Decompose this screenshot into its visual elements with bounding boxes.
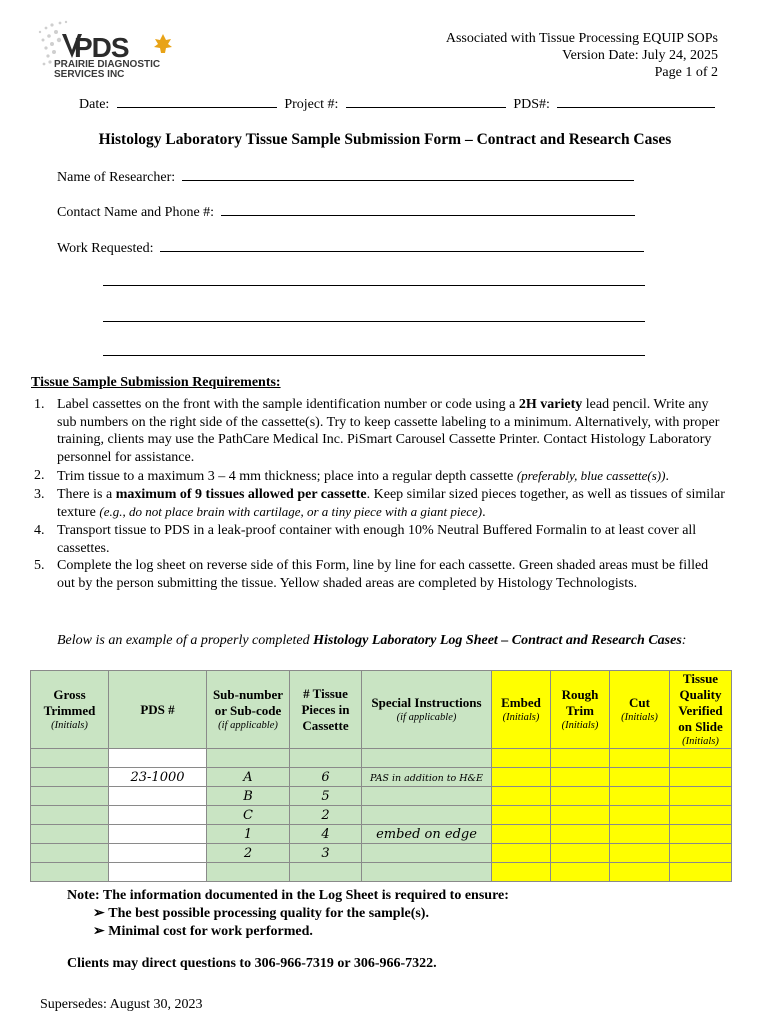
table-cell[interactable]: [492, 863, 551, 882]
contact-row: [57, 201, 635, 221]
item-bold: 2H variety: [518, 397, 583, 412]
table-row: [31, 768, 732, 787]
list-item: [34, 557, 727, 592]
table-cell[interactable]: [551, 844, 610, 863]
table-cell[interactable]: [551, 787, 610, 806]
item-number: 2.: [34, 467, 45, 483]
table-cell[interactable]: [610, 825, 670, 844]
bullet-text: Minimal cost for work performed.: [108, 924, 313, 939]
table-cell[interactable]: [31, 863, 109, 882]
cell-value: PAS in addition to H&E: [370, 773, 483, 784]
logo-line1: PRAIRIE DIAGNOSTIC: [54, 59, 161, 70]
header-main: PDS #: [140, 701, 175, 717]
work-line-2[interactable]: [103, 285, 645, 286]
item-text: lead pencil. Write any sub numbers on the right side of the cassette(s). Try to keep cassette labeling to a minimum. Alternatively, with proper training, clients may use the PathCare Medical Inc. PiSmart Carousel Cassette Printer. Contact Histology Laboratory personnel for assistance.: [57, 397, 720, 466]
table-cell[interactable]: [551, 749, 610, 768]
list-item: [34, 467, 727, 486]
header-rough-trim: [551, 671, 610, 749]
table-cell[interactable]: [492, 806, 551, 825]
table-cell[interactable]: [109, 806, 207, 825]
header-main: Tissue Quality Verified on Slide: [678, 671, 723, 734]
form-title: Histology Laboratory Tissue Sample Submission Form – Contract and Research Cases: [98, 131, 672, 148]
cell-value: C: [243, 808, 253, 823]
page-number: Page 1 of 2: [654, 65, 718, 80]
item-text: Label cassettes on the front with the sample identification number or code using a: [57, 397, 519, 412]
table-cell[interactable]: [207, 749, 290, 768]
table-row: [31, 806, 732, 825]
work-line-4[interactable]: [103, 355, 645, 356]
pds-label: PDS#:: [513, 97, 550, 112]
table-row: [31, 825, 732, 844]
date-label: Date:: [79, 97, 110, 112]
item-text: . Keep similar sized pieces together, as well as tissues of similar texture: [57, 486, 725, 521]
table-cell[interactable]: [551, 806, 610, 825]
header-sub: (Initials): [561, 720, 599, 731]
header-sub: (Initials): [621, 712, 658, 723]
table-cell[interactable]: [290, 863, 362, 882]
table-cell[interactable]: [492, 844, 551, 863]
logo-text: PDS: [74, 32, 129, 63]
header-embed: [492, 671, 551, 749]
table-cell[interactable]: [290, 768, 362, 787]
researcher-row: [57, 166, 634, 186]
header-subnumber: [207, 671, 290, 749]
table-cell[interactable]: [610, 768, 670, 787]
table-cell[interactable]: [670, 844, 732, 863]
researcher-label: Name of Researcher:: [57, 170, 176, 185]
item-number: 5.: [34, 558, 45, 574]
bullet-text: The best possible processing quality for the sample(s).: [108, 906, 429, 921]
table-cell[interactable]: [610, 749, 670, 768]
header-pds: [109, 671, 207, 749]
header-quality: [670, 671, 732, 749]
table-cell[interactable]: [109, 844, 207, 863]
item-italic: (e.g., do not place brain with cartilage, or a tiny piece with a giant piece): [99, 504, 483, 520]
date-field[interactable]: [117, 93, 277, 108]
document-header: [446, 30, 718, 81]
table-cell[interactable]: [290, 787, 362, 806]
requirements-list: [34, 396, 727, 593]
item-text: Transport tissue to PDS in a leak-proof container with enough 10% Neutral Buffered Formalin to at least cover all cassettes.: [57, 522, 697, 556]
header-sub: (if applicable): [218, 720, 278, 731]
table-cell[interactable]: [670, 825, 732, 844]
table-header-row: [31, 671, 732, 749]
table-cell[interactable]: [290, 844, 362, 863]
table-cell[interactable]: [207, 787, 290, 806]
header-sub: (Initials): [682, 736, 719, 747]
table-row: [31, 749, 732, 768]
table-cell[interactable]: [670, 787, 732, 806]
list-item: [34, 522, 727, 557]
work-row: [57, 237, 644, 257]
contact-field[interactable]: [221, 201, 635, 216]
researcher-field[interactable]: [182, 166, 634, 181]
cell-value: embed on edge: [376, 827, 477, 842]
item-text: There is a: [57, 486, 116, 502]
arrow-icon: ➢: [93, 906, 105, 921]
item-text: Complete the log sheet on reverse side of this Form, line by line for each cassette. Green shaded areas must be filled out by the person submitting the tissue. Yellow shaded areas are completed by Histology Technologists.: [57, 558, 709, 592]
item-number: 1.: [34, 397, 45, 412]
table-cell[interactable]: [670, 806, 732, 825]
table-cell[interactable]: [362, 844, 492, 863]
pds-field[interactable]: [557, 93, 715, 108]
table-cell[interactable]: [31, 844, 109, 863]
cell-value: 23-1000: [130, 770, 185, 785]
requirements-heading: Tissue Sample Submission Requirements:: [31, 375, 281, 390]
cell-value: B: [243, 789, 253, 804]
contact-label: Contact Name and Phone #:: [57, 205, 215, 220]
table-row: [31, 787, 732, 806]
work-field[interactable]: [160, 237, 644, 252]
note-heading: Note: The information documented in the Log Sheet is required to ensure:: [67, 888, 509, 903]
header-pieces: [290, 671, 362, 749]
table-cell[interactable]: [109, 863, 207, 882]
header-main: Sub-number or Sub-code: [212, 687, 284, 718]
item-bold: maximum of 9 tissues allowed per cassette: [115, 486, 367, 502]
table-cell[interactable]: [551, 863, 610, 882]
example-prefix: Below is an example of a properly completed: [57, 633, 314, 648]
item-italic: (preferably, blue cassette(s)): [516, 467, 666, 483]
cell-value: A: [243, 770, 253, 785]
table-cell[interactable]: [610, 844, 670, 863]
table-cell[interactable]: [290, 825, 362, 844]
example-suffix: :: [681, 633, 687, 648]
header-instructions: [362, 671, 492, 749]
supersedes-date: Supersedes: August 30, 2023: [40, 997, 203, 1012]
header-sub: (Initials): [502, 712, 540, 723]
cell-value: 3: [321, 846, 330, 861]
header-main: Special Instructions: [371, 695, 482, 710]
table-cell[interactable]: [362, 787, 492, 806]
work-label: Work Requested:: [57, 241, 154, 256]
sop-reference: Associated with Tissue Processing EQUIP SOPs: [445, 31, 718, 46]
table-cell[interactable]: [551, 825, 610, 844]
cell-value: 6: [321, 770, 330, 785]
log-sheet-body: [31, 749, 732, 882]
list-item: [34, 486, 727, 522]
table-cell[interactable]: [551, 768, 610, 787]
table-cell[interactable]: [492, 825, 551, 844]
project-label: Project #:: [284, 97, 339, 112]
version-date: Version Date: July 24, 2025: [562, 48, 718, 63]
cell-value: 2: [321, 808, 330, 823]
item-text: Trim tissue to a maximum 3 – 4 mm thickness; place into a regular depth cassette: [57, 468, 517, 484]
table-cell[interactable]: [31, 768, 109, 787]
cell-value: 4: [321, 827, 330, 842]
work-line-3[interactable]: [103, 321, 645, 322]
project-field[interactable]: [346, 93, 506, 108]
contact-phones: Clients may direct questions to 306-966-7319 or 306-966-7322.: [67, 956, 437, 971]
top-fields-row: [79, 93, 715, 113]
table-cell[interactable]: [670, 863, 732, 882]
log-sheet-table: [30, 670, 732, 882]
table-cell[interactable]: [290, 806, 362, 825]
table-cell[interactable]: [109, 825, 207, 844]
item-number: 3.: [34, 486, 45, 502]
cell-value: 5: [321, 789, 330, 804]
table-cell[interactable]: [290, 749, 362, 768]
example-bold: Histology Laboratory Log Sheet – Contract and Research Cases: [313, 633, 682, 648]
table-cell[interactable]: [207, 863, 290, 882]
header-gross: [31, 671, 109, 749]
note-bullet: [93, 923, 313, 940]
table-cell[interactable]: [362, 863, 492, 882]
table-cell[interactable]: [207, 768, 290, 787]
cell-value: 2: [243, 846, 253, 861]
item-text: .: [482, 505, 486, 521]
table-cell[interactable]: [362, 825, 492, 844]
table-cell[interactable]: [207, 806, 290, 825]
header-sub: (Initials): [51, 720, 88, 731]
list-item: [34, 396, 727, 467]
table-cell[interactable]: [610, 863, 670, 882]
table-cell[interactable]: [492, 749, 551, 768]
header-sub: (if applicable): [396, 712, 457, 723]
table-cell[interactable]: [362, 768, 492, 787]
table-cell[interactable]: [492, 787, 551, 806]
table-cell[interactable]: [109, 749, 207, 768]
table-cell[interactable]: [31, 825, 109, 844]
header-cut: [610, 671, 670, 749]
table-cell[interactable]: [31, 749, 109, 768]
logo-line2: SERVICES INC: [54, 69, 125, 80]
pds-logo: [34, 18, 184, 88]
note-bullet: [93, 905, 429, 922]
cell-value: 1: [243, 827, 253, 842]
header-main: Embed: [501, 695, 541, 710]
example-caption: [57, 632, 717, 649]
table-cell[interactable]: [492, 768, 551, 787]
table-cell[interactable]: [670, 768, 732, 787]
header-main: # Tissue Pieces in Cassette: [301, 685, 350, 733]
table-cell[interactable]: [670, 749, 732, 768]
table-cell[interactable]: [610, 806, 670, 825]
table-cell[interactable]: [109, 768, 207, 787]
header-main: Rough Trim: [561, 687, 599, 718]
table-row: [31, 844, 732, 863]
header-main: Gross Trimmed: [43, 687, 96, 718]
table-cell[interactable]: [207, 844, 290, 863]
table-row: [31, 863, 732, 882]
table-cell[interactable]: [109, 787, 207, 806]
item-number: 4.: [34, 522, 45, 538]
logo-subtitle: [54, 60, 160, 80]
table-cell[interactable]: [207, 825, 290, 844]
table-cell[interactable]: [362, 749, 492, 768]
table-cell[interactable]: [31, 787, 109, 806]
table-cell[interactable]: [610, 787, 670, 806]
table-cell[interactable]: [362, 806, 492, 825]
table-cell[interactable]: [31, 806, 109, 825]
arrow-icon: ➢: [93, 924, 105, 939]
header-main: Cut: [629, 695, 650, 710]
item-text: .: [665, 468, 669, 484]
